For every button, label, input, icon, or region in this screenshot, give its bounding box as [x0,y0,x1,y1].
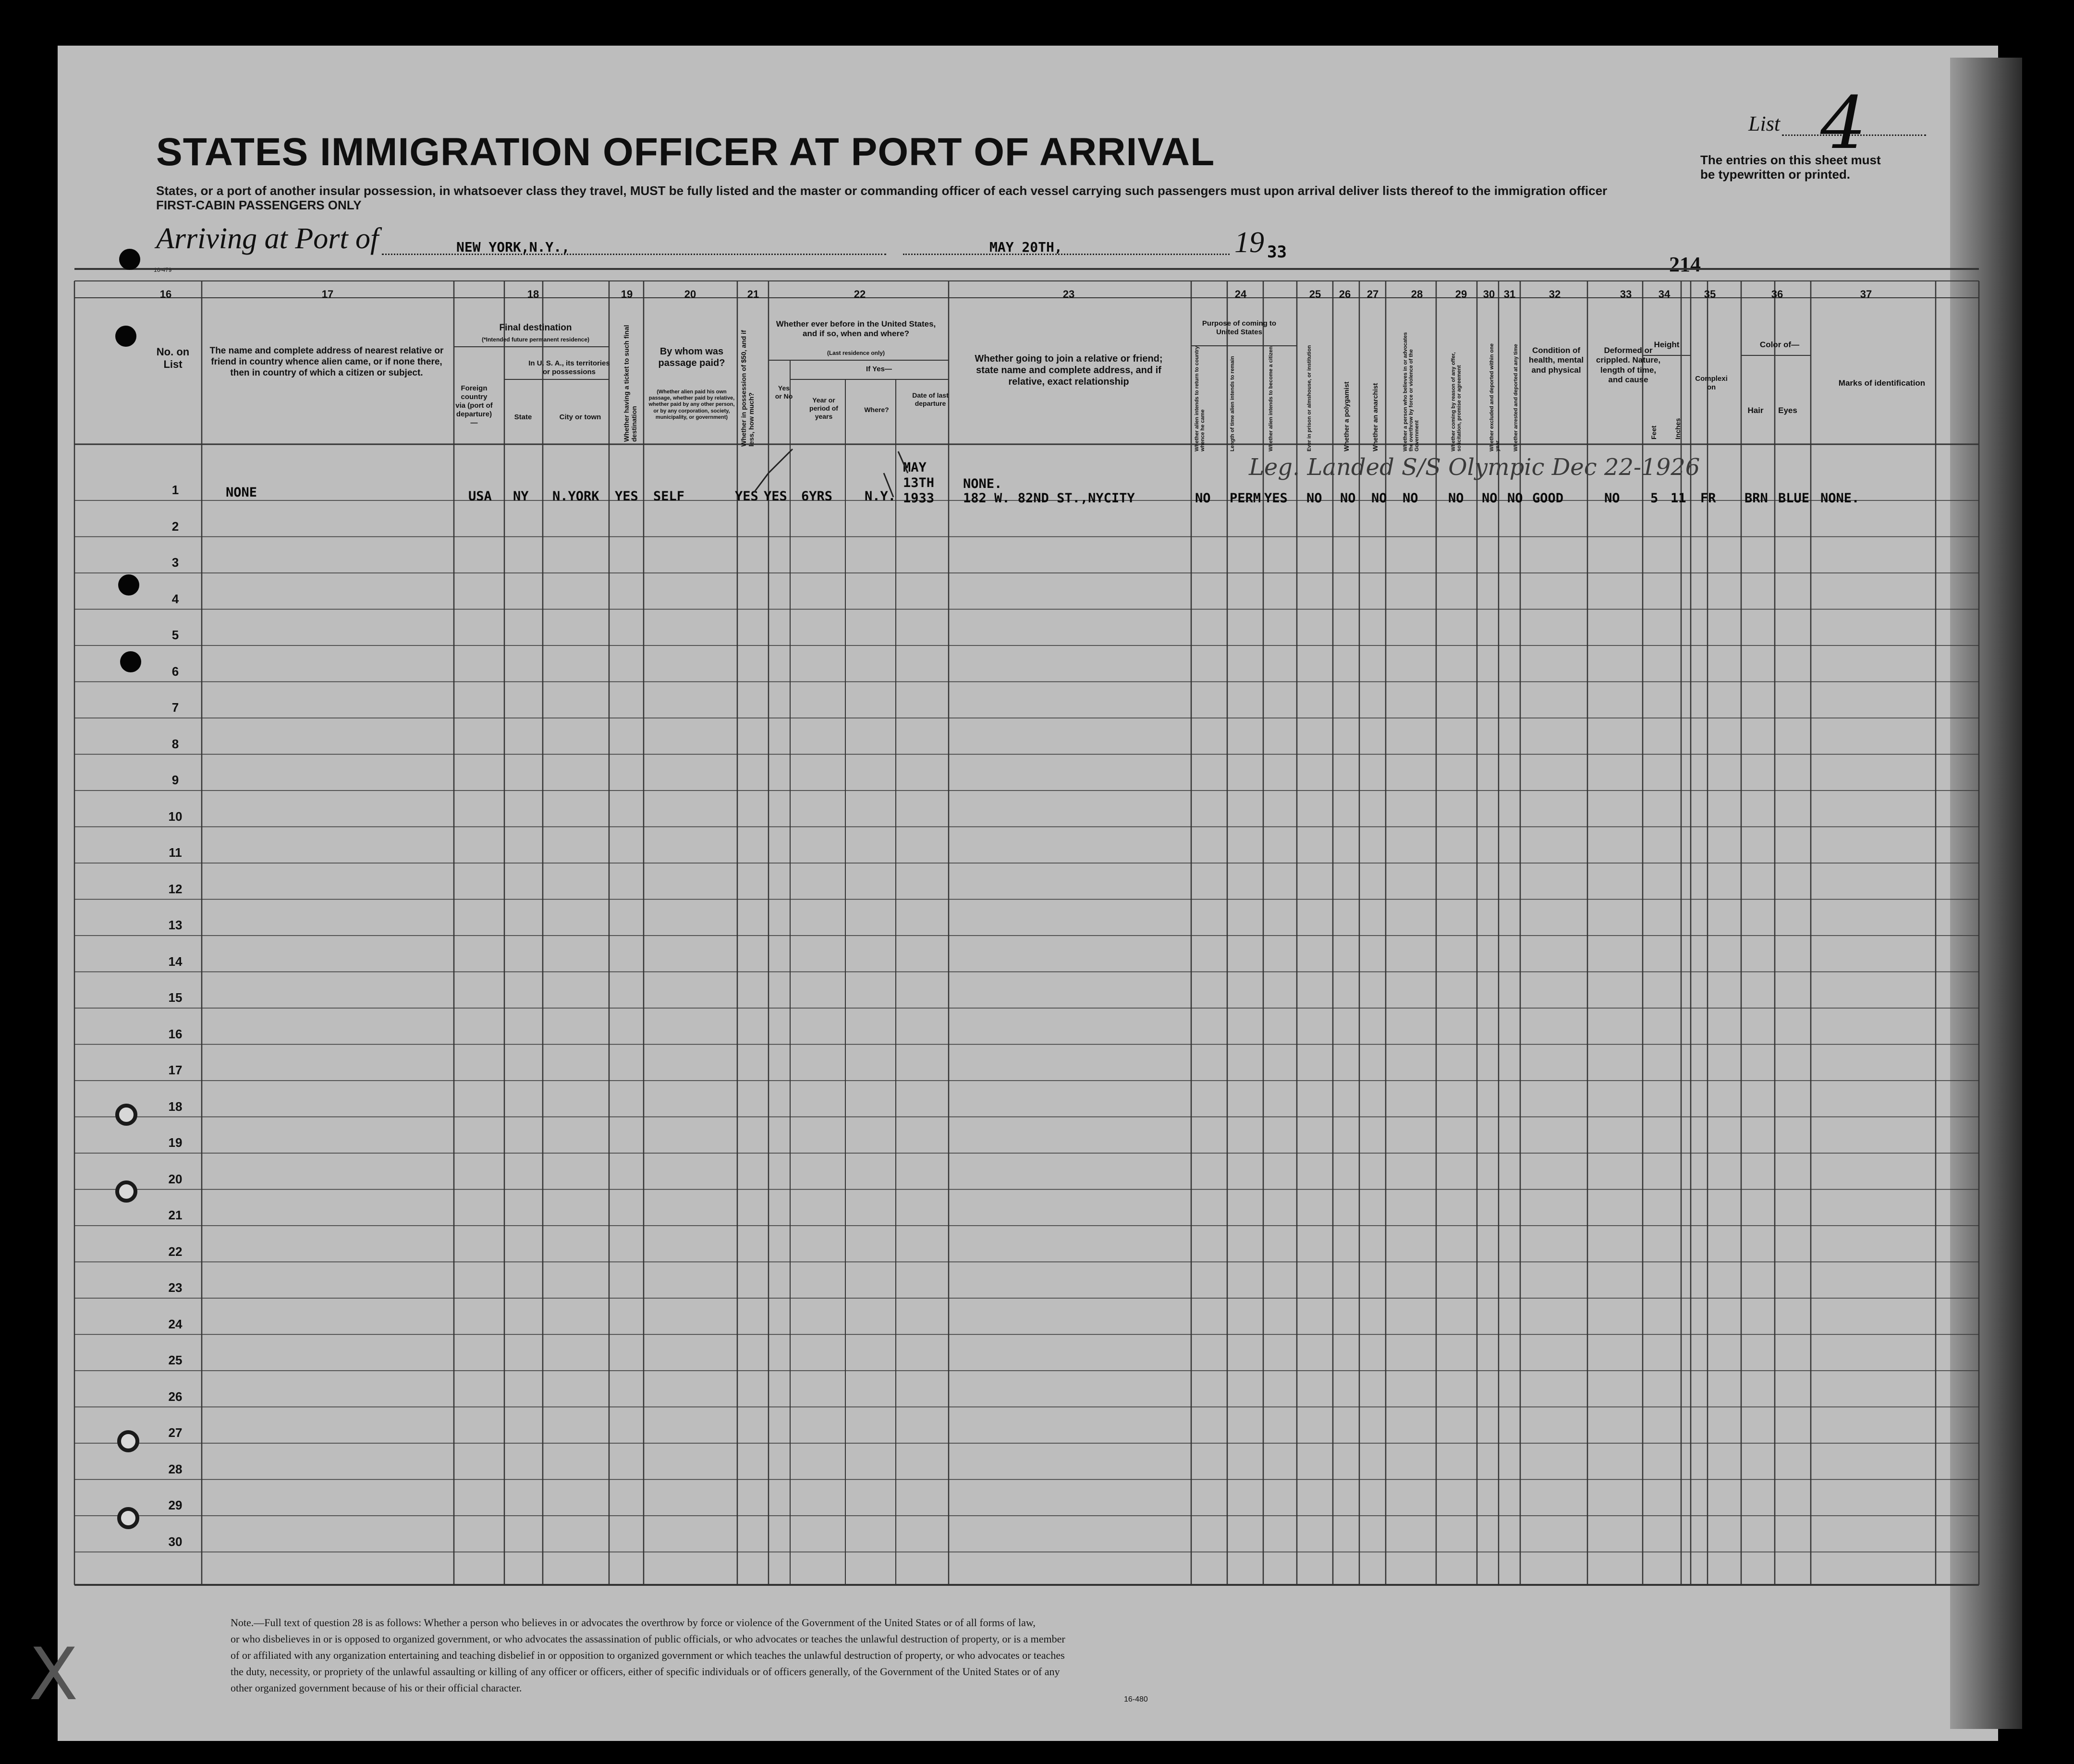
header-city: City or town [559,413,601,421]
row-number: 18 [168,1099,183,1114]
handwritten-checkmarks [740,444,941,516]
row-number: 16 [168,1026,183,1041]
footnote-line: other organized government because of his or their official character. [231,1682,522,1694]
column-number: 25 [1309,288,1321,300]
entry-excluded: NO [1482,491,1498,506]
header-yes-no: Yes or No [775,384,793,400]
entry-join-name: NONE. [963,476,1002,491]
date-value: MAY 20TH, [989,239,1062,255]
header-excluded: Whether excluded and deported within one year [1489,343,1501,451]
entry-overthrow: NO [1403,491,1418,506]
column-number: 29 [1455,288,1467,300]
row-number: 8 [171,736,179,751]
header-last-departure: Date of last departure [912,391,949,407]
footnote [231,1615,1191,1696]
header-final-destination: Final destination [499,323,572,333]
punch-hole [117,1507,139,1529]
entry-anarchist: NO [1371,491,1387,506]
column-number: 18 [527,288,539,300]
header-passage-paid: By whom was passage paid? [658,346,725,368]
margin-mark: X [29,1633,78,1716]
header-prison: Ever in prison or almshouse, or institution [1306,345,1312,451]
row-number: 11 [169,845,182,860]
header-nearest-relative: The name and complete address of nearest relative or friend in country whence alien came, or if none there, then in country of which a citizen or subject. [209,346,444,378]
row-number: 29 [168,1498,183,1512]
header-deformed: Deformed or crippled. Nature, length of time, and cause [1596,346,1661,385]
entry-paid-by: SELF [653,489,685,504]
row-number: 28 [168,1461,183,1476]
header-anarchist: Whether an anarchist [1371,383,1379,451]
header-join-relative: Whether going to join a relative or friend; state name and complete address, and if relative, exact relationship [975,353,1163,387]
row-number: 9 [171,773,179,787]
header-purpose: Purpose of coming to United States [1202,319,1277,336]
row-number: 26 [168,1389,183,1404]
entry-departure-day: 13TH [903,475,935,490]
header-usa: In U. S. A., its territories or possessions [528,359,610,376]
handwritten-annotation: Leg. Landed S/S Olympic Dec 22-1926 [1249,454,1700,481]
header-polygamist: Whether a polygamist [1342,381,1350,451]
punch-hole [120,651,141,672]
header-offer: Whether coming by reason of any offer, solicitation, promise or agreement [1451,352,1462,451]
header-return-intent: Whether alien intends to return to country whence he came [1194,346,1206,451]
column-number: 27 [1366,288,1379,300]
header-overthrow: Whether a person who believes in or advocates the overthrow by force or violence of the Government [1403,332,1420,451]
entry-join-address: 182 W. 82ND ST.,NYCITY [963,491,1135,506]
header-color-of: Color of— [1759,340,1800,349]
row-number: 6 [171,664,179,679]
footnote-line: or who disbelieves in or is opposed to organized government, or who advocates the assassination of public officials, or who advocates or teaches the unlawful destruction of property, or is a member [231,1633,1065,1645]
header-ever-before-us: Whether ever before in the United States, and if so, when and where? [776,319,936,339]
column-number: 22 [854,288,866,300]
column-number: 30 [1483,288,1495,300]
row-number: 24 [168,1316,183,1331]
entry-offer: NO [1448,491,1464,506]
column-number: 24 [1234,288,1247,300]
punch-hole [115,1180,137,1203]
year-prefix: 19 [1234,226,1264,259]
header-deported: Whether arrested and deported at any time [1513,344,1519,451]
form-number: 16-480 [1124,1695,1148,1703]
header-no-on-list: No. on List [156,346,190,371]
row-number: 12 [168,881,183,896]
punch-hole [115,1104,137,1126]
row-number: 22 [168,1244,183,1259]
subtitle-line: States, or a port of another insular possession, in whatsoever class they travel, MUST be fully listed and the master or commanding officer of each vessel carrying such passengers must upon arrival deliver lists thereof to the immigration officer [156,183,1608,198]
column-number: 20 [684,288,696,300]
port-value: NEW YORK,N.Y., [456,239,570,255]
punch-hole [119,249,140,270]
sheet-number: 214 [1669,253,1701,276]
row-number: 27 [168,1425,183,1440]
footnote-line: of or affiliated with any organization entertaining and teaching disbelief in or opposition to organized government or which teaches the unlawful destruction of property, or who advocates or teaches [231,1649,1065,1662]
row-number: 19 [168,1135,183,1150]
header-passage-paid-note: (Whether alien paid his own passage, whether paid by relative, whether paid by any other person, or by any corporation, society, municipality, or government) [648,389,735,420]
page-title: STATES IMMIGRATION OFFICER AT PORT OF ARRIVAL [156,130,1215,174]
column-number: 16 [159,288,172,300]
entry-prison: NO [1306,491,1322,506]
header-feet: Feet [1650,426,1658,439]
header-where: Where? [864,406,889,414]
row-number: 25 [168,1353,183,1367]
list-number: 4 [1820,82,1867,165]
row-number: 15 [168,990,183,1005]
cabin-class-label: FIRST-CABIN PASSENGERS ONLY [156,198,362,212]
entry-eyes: BLUE [1778,491,1810,506]
column-number: 23 [1062,288,1075,300]
arriving-label: Arriving at Port of [156,222,379,255]
column-number: 34 [1658,288,1671,300]
entry-where: N.Y. [865,489,896,504]
column-number: 17 [321,288,334,300]
entry-length-stay: PERM [1230,491,1261,506]
column-number: 19 [621,288,633,300]
column-number: 31 [1503,288,1516,300]
column-number: 26 [1339,288,1351,300]
row-number: 17 [168,1063,183,1077]
entry-years: 6YRS [801,489,833,504]
column-number: 36 [1771,288,1783,300]
punch-hole [115,326,136,347]
entry-city: N.YORK [552,489,599,504]
row-number: 20 [168,1171,183,1186]
row-number: 3 [171,555,179,570]
entry-departure-month: MAY [903,460,927,475]
entry-state: NY [513,489,529,504]
header-final-destination-note: (*Intended future permanent residence) [481,336,590,343]
entry-inches: 11 [1671,491,1686,506]
header-foreign-country: Foreign country via (port of departure)— [455,384,493,427]
header-state: State [514,413,532,421]
punch-hole [117,1430,139,1452]
row-number: 30 [168,1534,183,1549]
entry-departure-year: 1933 [903,491,935,506]
header-if-yes: If Yes— [866,365,892,373]
entry-health: GOOD [1532,491,1564,506]
entry-polygamist: NO [1340,491,1356,506]
header-inches: Inches [1674,418,1682,439]
row-number: 2 [171,519,179,534]
column-number: 21 [747,288,759,300]
row-number: 14 [168,954,183,969]
list-label: List [1748,112,1781,135]
header-length-stay: Length of time alien intends to remain [1230,356,1235,451]
corner-form-mark: 16-479 [154,267,172,273]
header-years: Year or period of years [809,396,838,420]
punch-hole [118,574,139,596]
year-value: 33 [1267,243,1287,262]
row-number: 21 [168,1208,183,1222]
header-hair: Hair [1747,406,1764,415]
row-number: 23 [168,1280,183,1295]
header-complexion: Complexion [1695,375,1728,391]
header-eyes: Eyes [1778,406,1797,415]
entry-ticket: YES [615,489,638,504]
column-number: 32 [1549,288,1561,300]
header-possession-50: Whether in possession of $50, and if less, how much? [740,330,755,447]
header-height: Height [1654,340,1680,349]
footnote-line: the duty, necessity, or propriety of the unlawful assaulting or killing of any officer or officers, either of specific individuals or of officers generally, of the Government of the United States or of any [231,1666,1060,1678]
entry-foreign: USA [468,489,492,504]
typewritten-note-2: be typewritten or printed. [1700,167,1851,182]
row-number: 1 [171,483,179,497]
entry-possession: YES [735,489,758,504]
header-marks: Marks of identification [1838,378,1926,388]
column-number: 33 [1620,288,1632,300]
entry-relative: NONE [226,485,257,500]
typewritten-note: The entries on this sheet must [1700,153,1881,167]
column-number: 35 [1704,288,1716,300]
header-citizen-intent: Whether alien intends to become a citizen [1268,346,1274,451]
entry-complexion: FR [1700,491,1716,506]
entry-hair: BRN [1745,491,1768,506]
header-health: Condition of health, mental and physical [1528,346,1584,375]
entry-marks: NONE. [1820,491,1860,506]
row-number: 13 [168,918,183,932]
header-ticket: Whether having a ticket to such final destination [622,325,638,442]
row-number: 5 [171,628,179,642]
row-number: 7 [171,700,179,715]
row-number: 10 [168,809,183,824]
header-last-residence: (Last residence only) [827,350,885,356]
entry-citizen-intent: YES [1264,491,1288,506]
column-number: 37 [1860,288,1872,300]
entry-return-intent: NO [1195,491,1211,506]
footnote-line: Note.—Full text of question 28 is as follows: Whether a person who believes in or advocates the overthrow by force or violence of the Government of the United States or of all forms of law, [231,1617,1036,1629]
entry-before-us: YES [764,489,787,504]
entry-deported: NO [1507,491,1523,506]
entry-deformed: NO [1604,491,1620,506]
column-number: 28 [1411,288,1423,300]
row-number: 4 [171,591,179,606]
entry-feet: 5 [1650,491,1659,506]
